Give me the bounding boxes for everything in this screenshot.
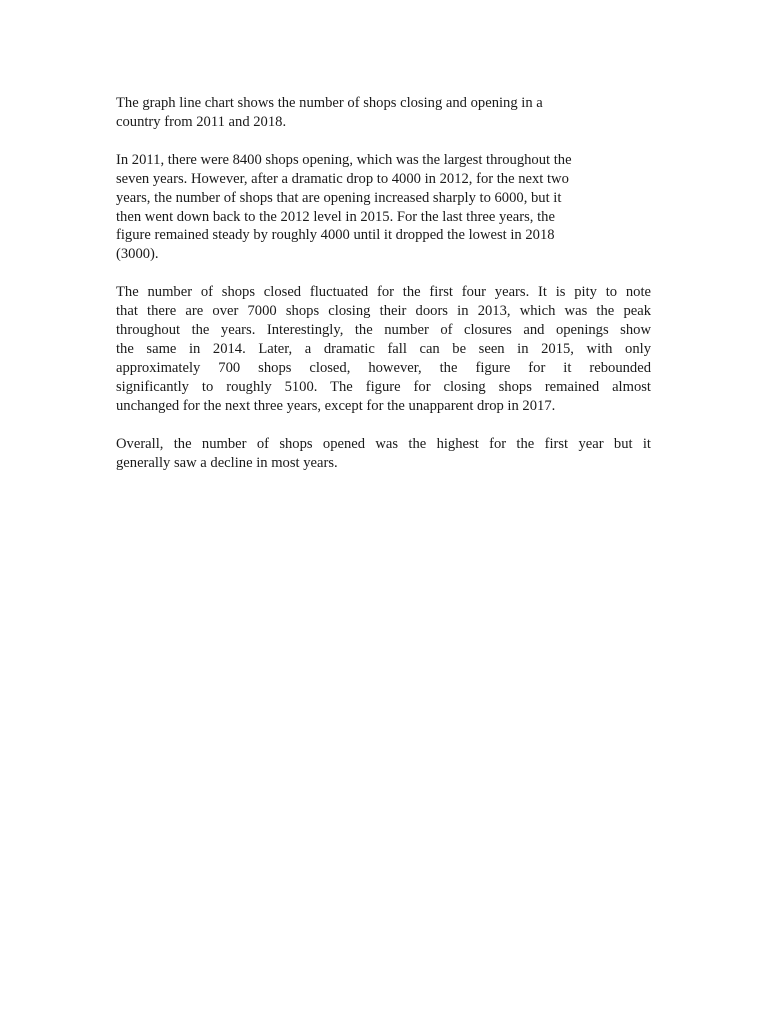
- text-line: In 2011, there were 8400 shops opening, which was the largest throughout the: [116, 151, 572, 168]
- text-line: significantly to roughly 5100. The figure for closing shops remained almost: [116, 378, 651, 395]
- text-line: the same in 2014. Later, a dramatic fall can be seen in 2015, with only: [116, 340, 651, 357]
- text-line: years, the number of shops that are opening increased sharply to 6000, but it: [116, 189, 562, 206]
- text-line: (3000).: [116, 246, 159, 263]
- text-line: unchanged for the next three years, except for the unapparent drop in 2017.: [116, 397, 556, 414]
- text-line: The number of shops closed fluctuated for the first four years. It is pity to note: [116, 284, 651, 301]
- paragraph-openings: [116, 151, 651, 264]
- text-line: figure remained steady by roughly 4000 until it dropped the lowest in 2018: [116, 227, 555, 244]
- text-line: that there are over 7000 shops closing their doors in 2013, which was the peak: [116, 303, 651, 320]
- paragraph-intro: [116, 94, 651, 132]
- text-line: country from 2011 and 2018.: [116, 113, 287, 130]
- document-page: [116, 94, 651, 491]
- text-line: Overall, the number of shops opened was the highest for the first year but it: [116, 435, 651, 452]
- text-line: seven years. However, after a dramatic drop to 4000 in 2012, for the next two: [116, 170, 569, 187]
- text-line: generally saw a decline in most years.: [116, 454, 338, 471]
- text-line: approximately 700 shops closed, however, the figure for it rebounded: [116, 359, 651, 376]
- text-line: The graph line chart shows the number of shops closing and opening in a: [116, 95, 543, 111]
- paragraph-closures: [116, 283, 651, 415]
- text-line: then went down back to the 2012 level in 2015. For the last three years, the: [116, 208, 555, 225]
- text-line: throughout the years. Interestingly, the number of closures and openings show: [116, 322, 651, 339]
- paragraph-overall: [116, 435, 651, 473]
